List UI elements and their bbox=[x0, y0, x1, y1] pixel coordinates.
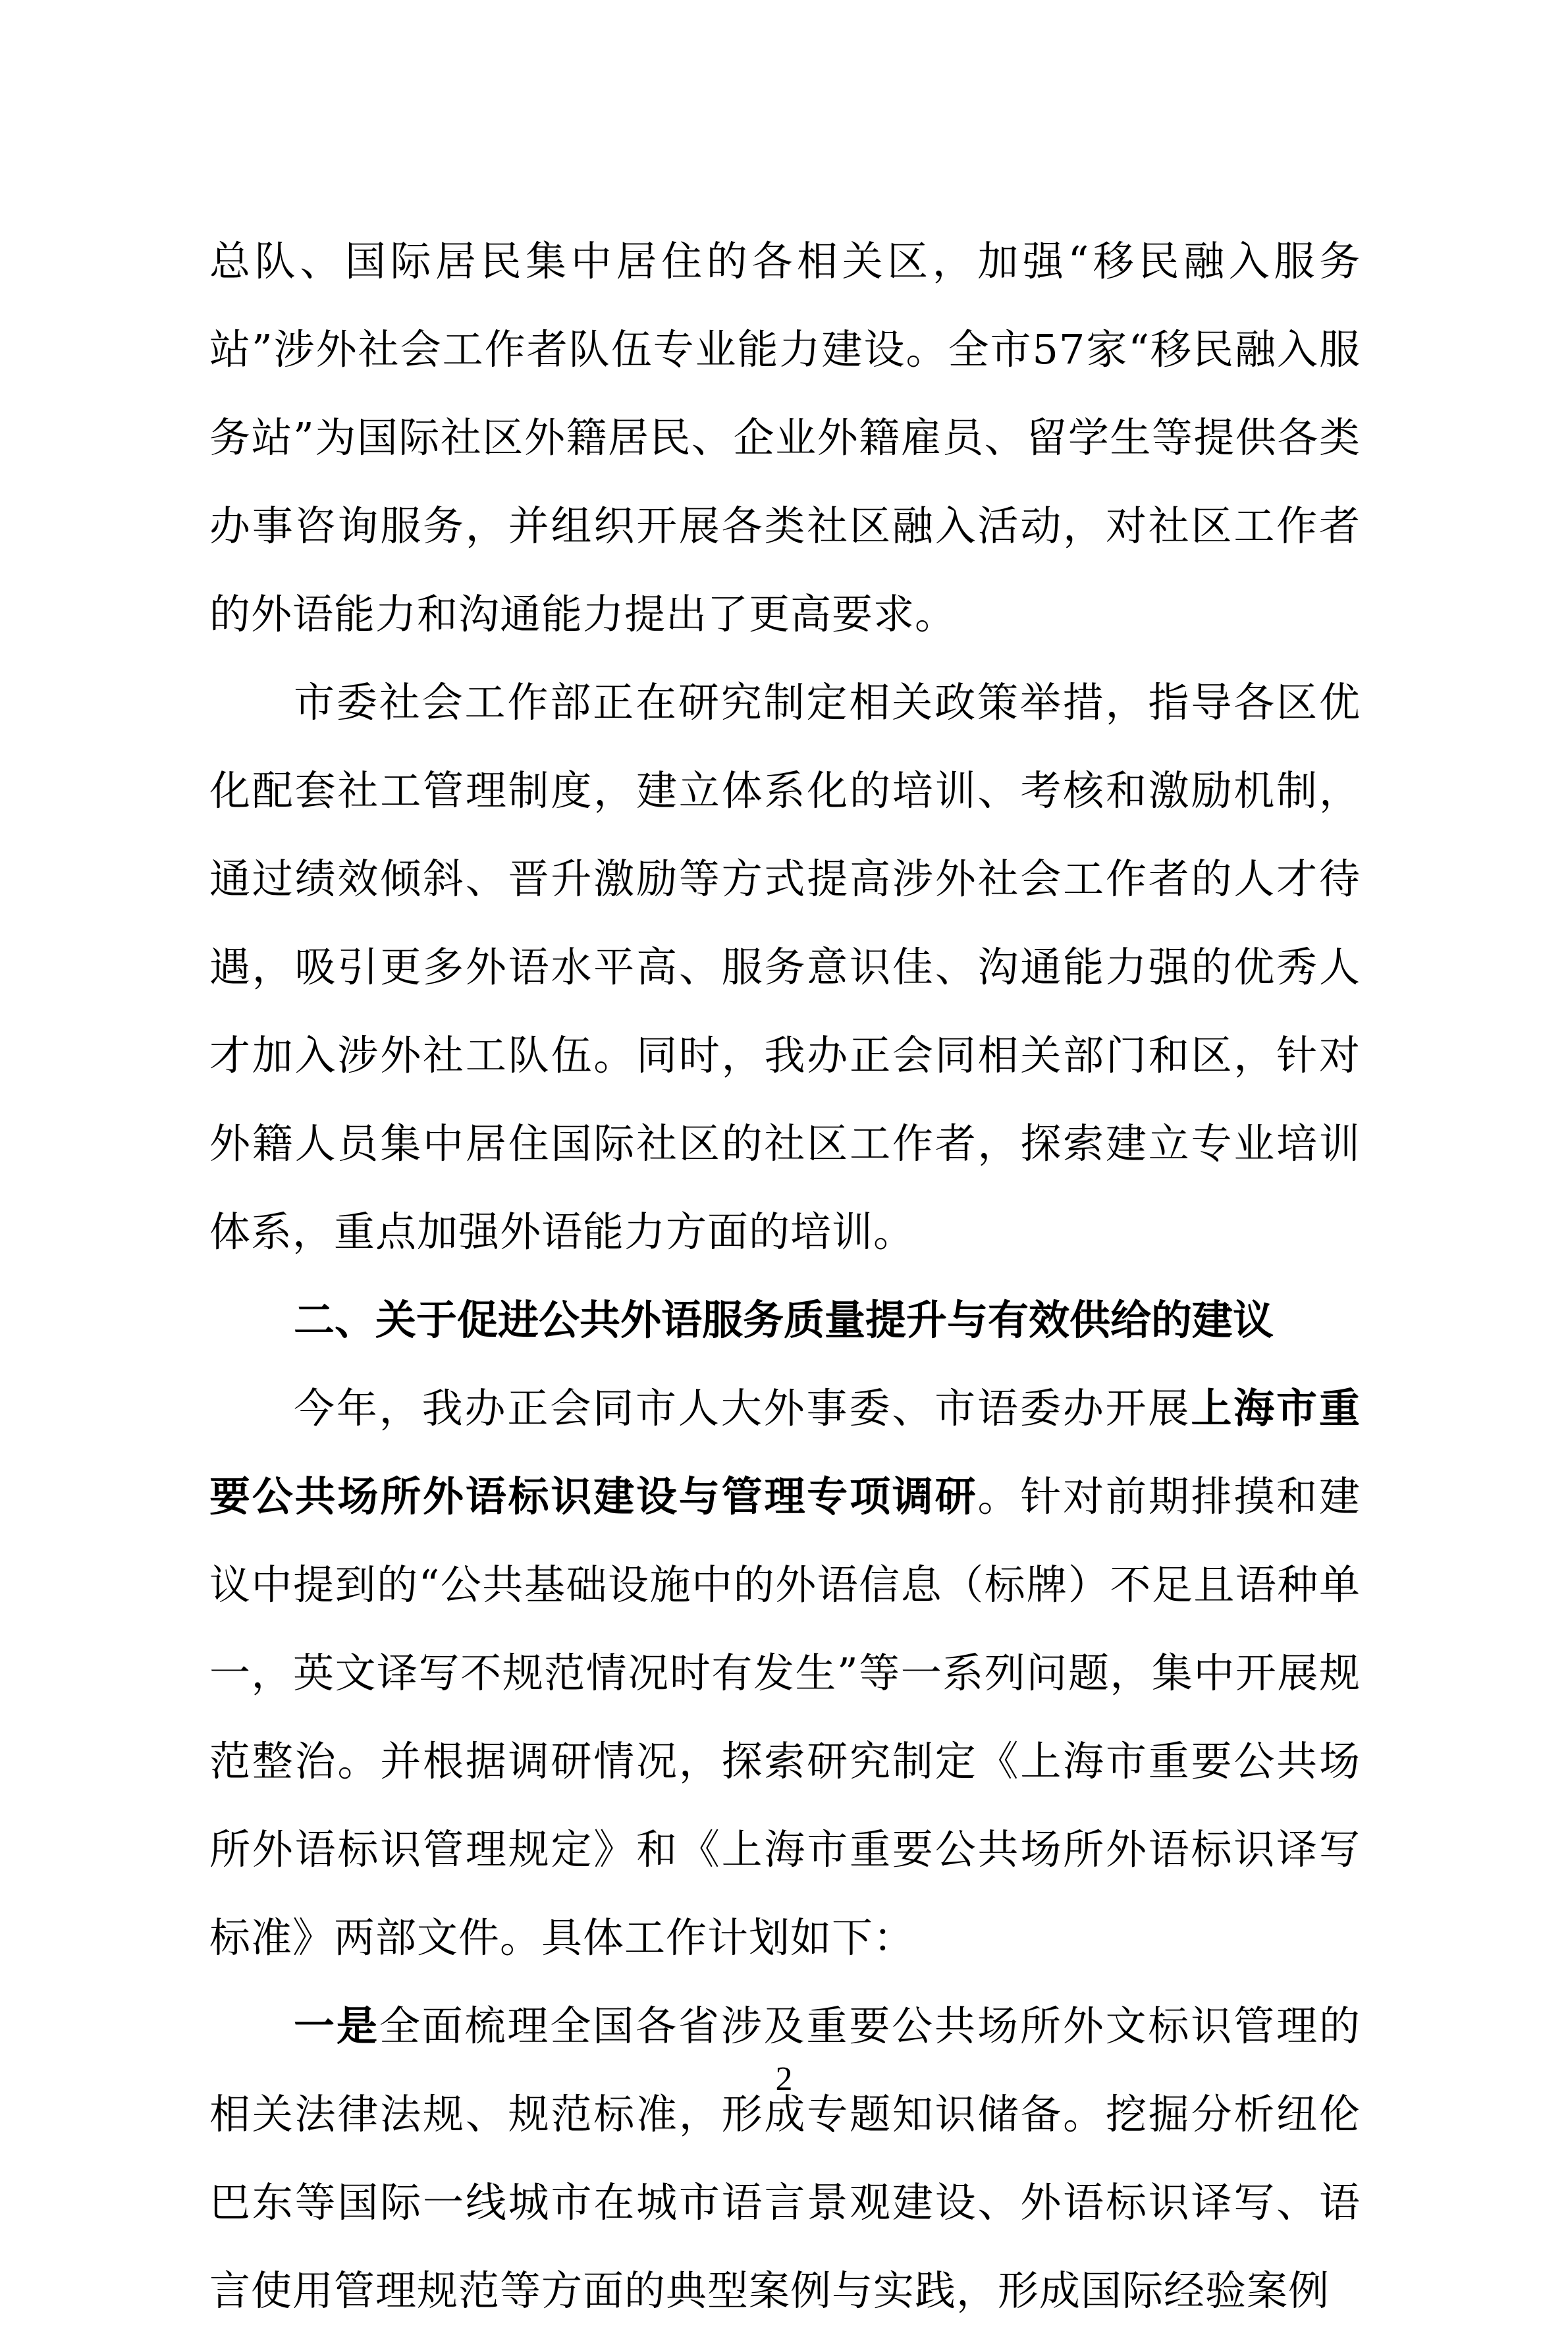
text-segment: 今年，我办正会同市人大外事委、市语委办开展 bbox=[294, 1384, 1191, 1432]
paragraph-social-work-policy bbox=[209, 658, 1361, 1276]
bold-text-segment: 上海市重要公共场所外语标识建设与管理专项调研 bbox=[209, 1384, 1361, 1520]
text-segment: 总队、国际居民集中居住的各相关区，加强“移民融入服务站”涉外社会工作者队伍专业能力建设。全市57家“移民融入服务站”为国际社区外籍居民、企业外籍雇员、留学生等提供各类办事咨询服务，并组织开展各类社区融入活动，对社区工作者的外语能力和沟通能力提出了更高要求。 bbox=[209, 237, 1361, 638]
text-segment: 市委社会工作部正在研究制定相关政策举措，指导各区优化配套社工管理制度，建立体系化的培训、考核和激励机制，通过绩效倾斜、晋升激励等方式提高涉外社会工作者的人才待遇，吸引更多外语水平高、服务意识佳、沟通能力强的优秀人才加入涉外社工队伍。同时，我办正会同相关部门和区，针对外籍人员集中居住国际社区的社区工作者，探索建立专业培训体系，重点加强外语能力方面的培训。 bbox=[209, 678, 1361, 1256]
page-number: 2 bbox=[775, 2060, 793, 2098]
bold-text-segment: 一是 bbox=[294, 2002, 379, 2050]
text-segment: 全面梳理全国各省涉及重要公共场所外文标识管理的相关法律法规、规范标准，形成专题知识储备。挖掘分析纽伦巴东等国际一线城市在城市语言景观建设、外语标识译写、语言使用管理规范等方面的典型案例与实践，形成国际经验案例 bbox=[209, 2002, 1361, 2315]
paragraph-plan-item-1 bbox=[209, 1982, 1361, 2335]
paragraph-continued bbox=[209, 217, 1361, 658]
text-segment: 。针对前期排摸和建议中提到的“公共基础设施中的外语信息（标牌）不足且语种单一，英文译写不规范情况时有发生”等一系列问题，集中开展规范整治。并根据调研情况，探索研究制定《上海市重要公共场所外语标识管理规定》和《上海市重要公共场所外语标识译写标准》两部文件。具体工作计划如下： bbox=[209, 1472, 1361, 1962]
paragraph-signage-survey bbox=[209, 1364, 1361, 1982]
section-heading-2: 二、关于促进公共外语服务质量提升与有效供给的建议 bbox=[294, 1296, 1274, 1344]
document-body bbox=[209, 217, 1361, 2335]
